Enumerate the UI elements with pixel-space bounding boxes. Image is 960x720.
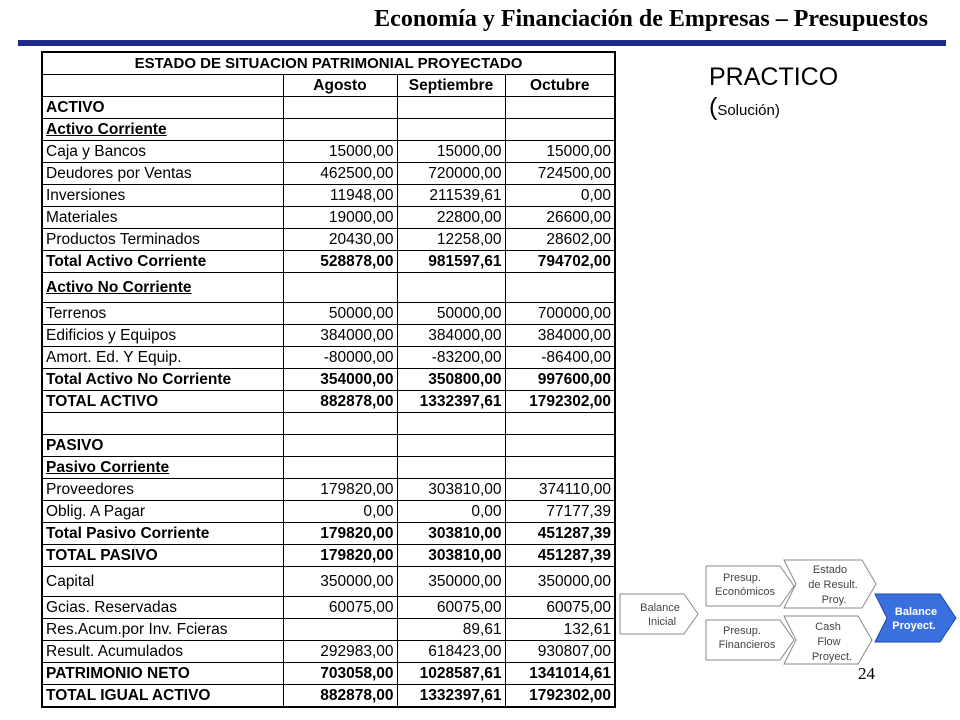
cell-value: 350000,00 — [283, 567, 397, 597]
cell-value: 15000,00 — [283, 141, 397, 163]
row-label-text: Activo Corriente — [46, 121, 167, 138]
cell-value: 89,61 — [397, 619, 505, 641]
row-label-text: ACTIVO — [46, 99, 105, 116]
cell-value: 179820,00 — [283, 479, 397, 501]
flow-label-balance-inicial-2: Inicial — [647, 616, 677, 628]
row-label-text: Result. Acumulados — [46, 643, 183, 660]
row-label-text: Edificios y Equipos — [46, 327, 177, 344]
row-label-text: Total Activo No Corriente — [46, 371, 232, 388]
cell-value: 0,00 — [283, 501, 397, 523]
cell-value: 1341014,61 — [505, 663, 615, 685]
cell-value: 60075,00 — [397, 597, 505, 619]
cell-value: 22800,00 — [397, 207, 505, 229]
flow-label-cash-flow-1: Cash — [815, 621, 841, 633]
cell-value: 700000,00 — [505, 303, 615, 325]
flow-label-presup-economicos-1: Presup. — [723, 572, 761, 584]
flow-label-cash-flow-2: Flow — [817, 636, 841, 648]
page-number: 24 — [858, 664, 875, 683]
cell-value: 50000,00 — [283, 303, 397, 325]
row-label-text: Gcias. Reservadas — [46, 599, 177, 616]
row-label-text: Total Activo Corriente — [46, 253, 207, 270]
cell-value: 930807,00 — [505, 641, 615, 663]
cell-value: 451287,39 — [505, 545, 615, 567]
flow-label-balance-inicial-1: Balance — [640, 602, 680, 614]
cell-value: 350000,00 — [397, 567, 505, 597]
cell-value: 303810,00 — [397, 479, 505, 501]
cell-value: 384000,00 — [505, 325, 615, 347]
flow-label-estado-result-3: Proy. — [821, 594, 847, 606]
cell-value: 618423,00 — [397, 641, 505, 663]
row-label-text: Inversiones — [46, 187, 126, 204]
cell-value: 1792302,00 — [505, 685, 615, 708]
cell-value: 28602,00 — [505, 229, 615, 251]
row-label-text: Total Pasivo Corriente — [46, 525, 210, 542]
cell-value: 0,00 — [397, 501, 505, 523]
row-label-text: Productos Terminados — [46, 231, 200, 248]
cell-value: 1028587,61 — [397, 663, 505, 685]
row-label-text: Activo No Corriente — [46, 279, 192, 296]
cell-value: 292983,00 — [283, 641, 397, 663]
flow-label-estado-result-1: Estado — [812, 564, 848, 576]
flow-label-presup-financieros-2: Financieros — [718, 639, 776, 651]
cell-value: 703058,00 — [283, 663, 397, 685]
cell-value: 77177,39 — [505, 501, 615, 523]
cell-value: -86400,00 — [505, 347, 615, 369]
cell-value: 384000,00 — [283, 325, 397, 347]
header-agosto: Agosto — [283, 75, 397, 97]
cell-value: 0,00 — [505, 185, 615, 207]
paren-open: ( — [709, 93, 718, 121]
row-label-text: Oblig. A Pagar — [46, 503, 146, 520]
row-label-text: Proveedores — [46, 481, 134, 498]
cell-value: 882878,00 — [283, 391, 397, 413]
cell-value: 997600,00 — [505, 369, 615, 391]
cell-value: 211539,61 — [397, 185, 505, 207]
cell-value: 179820,00 — [283, 523, 397, 545]
cell-value: 1332397,61 — [397, 391, 505, 413]
cell-value: -80000,00 — [283, 347, 397, 369]
row-label-text: TOTAL IGUAL ACTIVO — [46, 687, 211, 704]
cell-value: 11948,00 — [283, 185, 397, 207]
cell-value: 15000,00 — [505, 141, 615, 163]
cell-value: -83200,00 — [397, 347, 505, 369]
row-label-text: Res.Acum.por Inv. Fcieras — [46, 621, 228, 638]
paren-close: ) — [774, 102, 780, 119]
cell-value: 303810,00 — [397, 523, 505, 545]
flow-label-balance-proyect-1: Balance — [894, 606, 938, 618]
cell-value: 1792302,00 — [505, 391, 615, 413]
cell-value: 12258,00 — [397, 229, 505, 251]
flow-label-presup-economicos-2: Económicos — [715, 586, 775, 598]
cell-value: 451287,39 — [505, 523, 615, 545]
row-label-text: Pasivo Corriente — [46, 459, 170, 476]
row-label-text: Capital — [46, 573, 95, 590]
cell-value: 354000,00 — [283, 369, 397, 391]
cell-value: 132,61 — [505, 619, 615, 641]
row-label-text: Materiales — [46, 209, 118, 226]
cell-value: 350000,00 — [505, 567, 615, 597]
row-label-text: PATRIMONIO NETO — [46, 665, 190, 682]
cell-value: 19000,00 — [283, 207, 397, 229]
row-label-text: Deudores por Ventas — [46, 165, 192, 182]
flow-shape-balance-proyect — [875, 594, 956, 642]
flow-label-cash-flow-3: Proyect. — [811, 651, 853, 663]
cell-value: 374110,00 — [505, 479, 615, 501]
cell-value: 60075,00 — [505, 597, 615, 619]
header-septiembre: Septiembre — [397, 75, 505, 97]
cell-value: 50000,00 — [397, 303, 505, 325]
cell-value: 462500,00 — [283, 163, 397, 185]
flow-label-balance-proyect-2: Proyect. — [892, 620, 936, 632]
flow-label-estado-result-2: de Result. — [808, 579, 858, 591]
cell-value: 724500,00 — [505, 163, 615, 185]
cell-value: 26600,00 — [505, 207, 615, 229]
row-label-text: Amort. Ed. Y Equip. — [46, 349, 182, 366]
cell-value: 882878,00 — [283, 685, 397, 708]
row-label-text: Caja y Bancos — [46, 143, 146, 160]
row-label-text: TOTAL PASIVO — [46, 547, 158, 564]
slide-title: Economía y Financiación de Empresas – Presupuestos — [374, 6, 928, 32]
cell-value: 528878,00 — [283, 251, 397, 273]
cell-value: 1332397,61 — [397, 685, 505, 708]
cell-value: 981597,61 — [397, 251, 505, 273]
flow-shape-balance-inicial — [620, 594, 698, 634]
practico-title: PRACTICO — [709, 63, 839, 91]
cell-value: 15000,00 — [397, 141, 505, 163]
table-title: ESTADO DE SITUACION PATRIMONIAL PROYECTADO — [42, 52, 615, 75]
cell-value: 384000,00 — [397, 325, 505, 347]
cell-value: 179820,00 — [283, 545, 397, 567]
cell-value: 720000,00 — [397, 163, 505, 185]
practico-subtitle: Solución — [717, 102, 775, 119]
flow-label-presup-financieros-1: Presup. — [723, 625, 761, 637]
cell-value: 303810,00 — [397, 545, 505, 567]
cell-value: 20430,00 — [283, 229, 397, 251]
row-label-text: TOTAL ACTIVO — [46, 393, 159, 410]
row-label-text: Terrenos — [46, 305, 107, 322]
row-label-text: PASIVO — [46, 437, 104, 454]
cell-value: 794702,00 — [505, 251, 615, 273]
header-octubre: Octubre — [505, 75, 615, 97]
cell-value: 350800,00 — [397, 369, 505, 391]
cell-value: 60075,00 — [283, 597, 397, 619]
